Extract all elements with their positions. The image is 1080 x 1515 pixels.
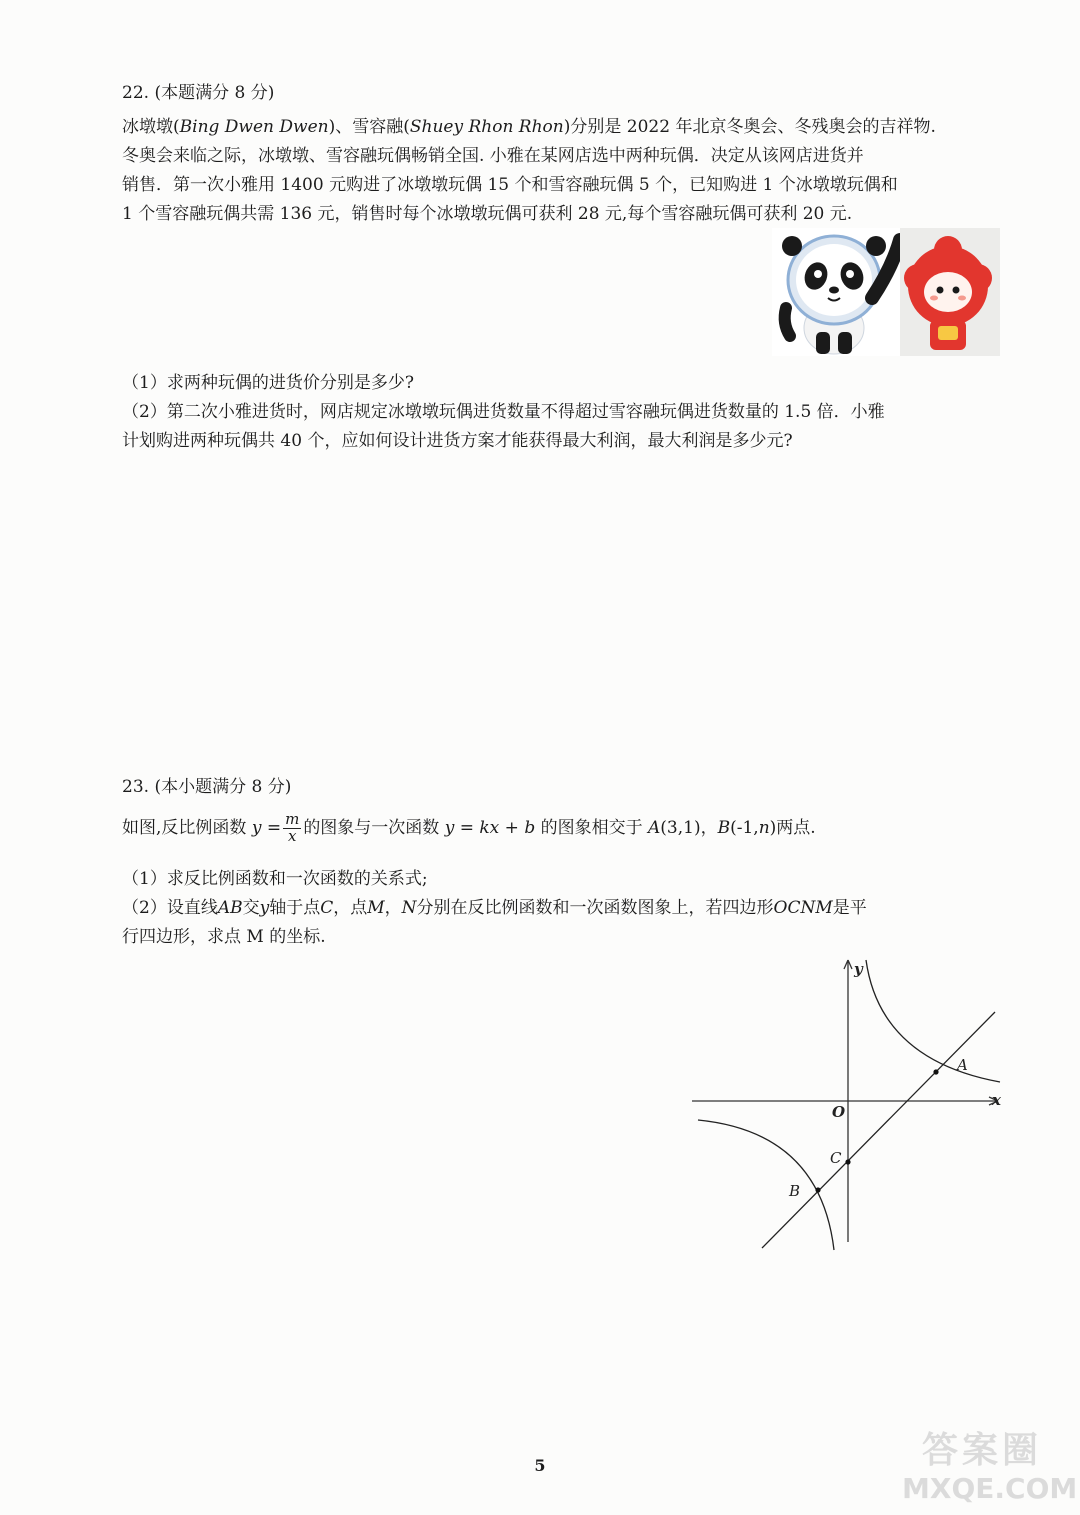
point-a xyxy=(933,1069,938,1074)
q22-text: )、雪容融( xyxy=(328,117,410,137)
q23-text: 是平 xyxy=(832,898,867,918)
q23-part-2-line-1 xyxy=(122,893,867,918)
q23-text: 的图象相交于 xyxy=(540,817,643,838)
q23-linear-formula: y = kx + b xyxy=(444,817,536,838)
q23-formula-y: y = xyxy=(251,817,282,838)
mascot-image xyxy=(772,228,1000,356)
q22-text: )分别是 2022 年北京冬奥会、冬残奥会的吉祥物. xyxy=(563,117,936,137)
point-m-ref: M xyxy=(367,898,385,918)
x-axis-label: x xyxy=(992,1091,1001,1109)
hyperbola-branch-lower xyxy=(698,1120,834,1250)
page-number: 5 xyxy=(534,1456,546,1475)
q23-text: )两点. xyxy=(769,817,816,838)
q22-part-2-line-2: 计划购进两种玩偶共 40 个，应如何设计进货方案才能获得最大利润，最大利润是多少元? xyxy=(122,431,793,451)
q23-part-2-line-2: 行四边形，求点 M 的坐标. xyxy=(122,927,326,947)
watermark-bottom-text: MXQE.COM xyxy=(902,1472,1078,1505)
q23-text: ， xyxy=(384,898,402,918)
q22-part-2-line-1: （2）第二次小雅进货时，网店规定冰墩墩玩偶进货数量不得超过雪容融玩偶进货数量的 1.5 倍．小雅 xyxy=(122,402,885,422)
q23-text: 轴于点 xyxy=(269,898,321,918)
point-b-label: B xyxy=(717,817,731,838)
q22-header: 22. (本题满分 8 分) xyxy=(122,83,275,103)
fraction-m-over-x xyxy=(283,812,301,845)
point-b xyxy=(815,1187,820,1192)
point-a-coords: (3,1)， xyxy=(660,817,718,838)
q23-header: 23. (本小题满分 8 分) xyxy=(122,777,292,797)
q22-line-4: 1 个雪容融玩偶共需 136 元，销售时每个冰墩墩玩偶可获利 28 元,每个雪容融玩偶可获利 20 元. xyxy=(122,204,853,224)
point-a-label: A xyxy=(957,1056,968,1074)
q23-line-1 xyxy=(122,812,816,845)
point-c-label: C xyxy=(830,1149,842,1167)
q23-text: （2）设直线 xyxy=(122,898,218,918)
line-ab-label: AB xyxy=(217,898,243,918)
q23-text: 的图象与一次函数 xyxy=(303,817,440,838)
q23-text: 交 xyxy=(242,898,260,918)
shuey-rhon-rhon-figure xyxy=(900,228,1000,356)
point-n-ref: N xyxy=(401,898,417,918)
point-a-label: A xyxy=(648,817,661,838)
q22-line-1 xyxy=(122,112,936,137)
line-ab xyxy=(762,1012,995,1248)
q22-part-1: （1）求两种玩偶的进货价分别是多少? xyxy=(122,373,414,393)
y-axis-label: y xyxy=(854,960,863,978)
q22-english-name-1: Bing Dwen Dwen xyxy=(179,117,329,137)
fraction-denominator: x xyxy=(287,826,297,845)
q22-english-name-2: Shuey Rhon Rhon xyxy=(409,117,564,137)
point-b-n: n xyxy=(758,817,770,838)
point-c-ref: C xyxy=(320,898,334,918)
q23-text: 分别在反比例函数和一次函数图象上，若四边形 xyxy=(416,898,774,918)
q23-text: 如图,反比例函数 xyxy=(122,817,247,838)
hyperbola-branch-upper xyxy=(866,960,1000,1082)
function-graph xyxy=(680,950,1010,1255)
origin-label: O xyxy=(832,1103,846,1121)
q23-text: ，点 xyxy=(333,898,368,918)
q22-line-3: 销售．第一次小雅用 1400 元购进了冰墩墩玩偶 15 个和雪容融玩偶 5 个，已知购进 1 个冰墩墩玩偶和 xyxy=(122,175,898,195)
q22-line-2: 冬奥会来临之际，冰墩墩、雪容融玩偶畅销全国. 小雅在某网店选中两种玩偶．决定从该网店进货并 xyxy=(122,146,864,166)
point-c xyxy=(845,1159,850,1164)
q22-text: 冰墩墩( xyxy=(122,117,180,137)
quadrilateral-ocnm-ref: OCNM xyxy=(773,898,833,918)
point-b-coords: (-1, xyxy=(730,817,759,838)
point-b-label: B xyxy=(789,1182,801,1200)
fraction-numerator: m xyxy=(285,810,300,828)
watermark-top-text: 答案圈 xyxy=(921,1430,1042,1471)
q23-part-1: （1）求反比例函数和一次函数的关系式; xyxy=(122,869,428,889)
y-axis-ref: y xyxy=(259,898,270,918)
watermark xyxy=(902,1418,1078,1510)
